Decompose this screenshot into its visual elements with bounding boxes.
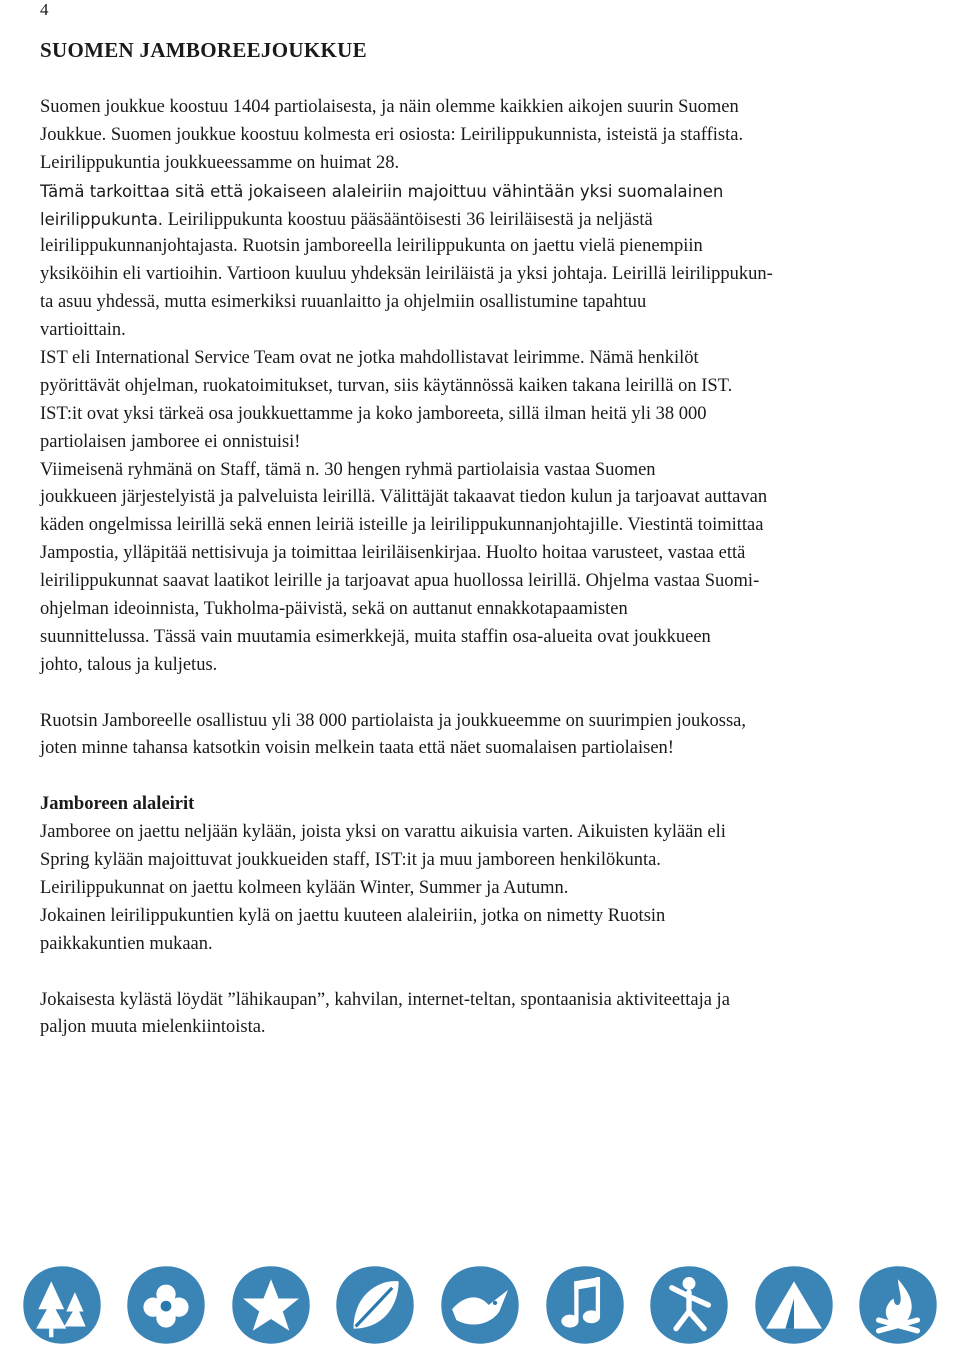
- text-run: paljon muuta mielenkiintoista.: [40, 1017, 266, 1038]
- text-line: [40, 122, 912, 150]
- text-line: [40, 987, 912, 1015]
- page-title: SUOMEN JAMBOREEJOUKKUE: [40, 38, 367, 62]
- text-run: Joukkue. Suomen joukkue koostuu kolmesta eri osiosta: Leirilippukunnista, isteistä ja staffista.: [40, 124, 744, 145]
- page-number: 4: [40, 0, 49, 19]
- text-run: Jampostia, ylläpitää nettisivuja ja toimittaa leiriläisenkirjaa. Huolto hoitaa varusteet, vastaa että: [40, 543, 746, 564]
- text-line: [40, 233, 912, 261]
- text-run: leirilippukunta.: [40, 209, 164, 229]
- blank-line: [40, 763, 912, 791]
- campfire-icon: [855, 1262, 941, 1348]
- text-run: Jamboreen alaleirit: [40, 794, 195, 815]
- text-run: Tämä tarkoittaa sitä että jokaiseen alaleiriin majoittuu vähintään yksi suomalainen: [40, 181, 724, 201]
- text-run: yksiköihin eli vartioihin. Vartioon kuuluu yhdeksän leiriläistä ja yksi johtaja. Leirillä leirilippukun-: [40, 264, 773, 285]
- text-run: Leirilippukunnat on jaettu kolmeen kylään Winter, Summer ja Autumn.: [40, 877, 569, 898]
- body-text: [40, 94, 912, 1042]
- text-line: [40, 596, 912, 624]
- text-run: paikkakuntien mukaan.: [40, 933, 213, 954]
- text-run: Spring kylään majoittuvat joukkueiden staff, IST:it ja muu jamboreen henkilökunta.: [40, 850, 661, 871]
- footer-icon-row: [0, 1262, 960, 1358]
- section-heading: [40, 791, 912, 819]
- text-run: leirilippukunnanjohtajasta. Ruotsin jamboreella leirilippukunta on jaettu vielä pienempiin: [40, 236, 703, 257]
- trees-icon: [19, 1262, 105, 1348]
- leaf-icon: [332, 1262, 418, 1348]
- text-line: [40, 540, 912, 568]
- text-run: leirilippukunnat saavat laatikot leirille ja tarjoavat apua huollossa leirillä. Ohjelma vastaa Suomi-: [40, 571, 760, 592]
- star-icon: [228, 1262, 314, 1348]
- tent-icon: [751, 1262, 837, 1348]
- blank-line: [40, 680, 912, 708]
- text-line: [40, 819, 912, 847]
- dance-icon: [646, 1262, 732, 1348]
- text-line: [40, 652, 912, 680]
- text-line: [40, 903, 912, 931]
- text-line: [40, 94, 912, 122]
- text-line: [40, 178, 912, 206]
- blank-line: [40, 959, 912, 987]
- flower-icon: [123, 1262, 209, 1348]
- text-line: [40, 401, 912, 429]
- text-line: [40, 261, 912, 289]
- text-run: Jokainen leirilippukuntien kylä on jaettu kuuteen alaleiriin, jotka on nimetty Ruotsin: [40, 905, 666, 926]
- text-run: IST eli International Service Team ovat ne jotka mahdollistavat leirimme. Nämä henkilöt: [40, 348, 699, 369]
- text-line: [40, 484, 912, 512]
- text-line: [40, 624, 912, 652]
- text-line: [40, 150, 912, 178]
- text-line: [40, 568, 912, 596]
- text-line: [40, 345, 912, 373]
- text-line: [40, 847, 912, 875]
- text-line: [40, 429, 912, 457]
- text-line: [40, 512, 912, 540]
- text-line: [40, 875, 912, 903]
- text-run: Jokaisesta kylästä löydät ”lähikaupan”, kahvilan, internet-teltan, spontaanisia aktiviteettaja ja: [40, 989, 730, 1010]
- text-run: vartioittain.: [40, 320, 126, 341]
- text-line: [40, 708, 912, 736]
- text-run: Leirilippukunta koostuu pääsääntöisesti 36 leiriläisestä ja neljästä: [163, 209, 653, 230]
- text-run: ta asuu yhdessä, mutta esimerkiksi ruuanlaitto ja ohjelmiin osallistumine tapahtuu: [40, 292, 647, 313]
- text-line: [40, 735, 912, 763]
- text-line: [40, 457, 912, 485]
- text-run: joukkueen järjestelyistä ja palveluista leirillä. Välittäjät takaavat tiedon kulun ja tarjoavat auttavan: [40, 487, 768, 508]
- text-run: IST:it ovat yksi tärkeä osa joukkuettamme ja koko jamboreeta, sillä ilman heitä yli 38 000: [40, 403, 707, 424]
- text-run: Leirilippukuntia joukkueessamme on huimat 28.: [40, 152, 400, 173]
- text-line: [40, 289, 912, 317]
- text-run: johto, talous ja kuljetus.: [40, 654, 218, 675]
- text-run: käden ongelmissa leirillä sekä ennen leiriä isteille ja leirilippukunnanjohtajille. Viestintä toimittaa: [40, 515, 764, 536]
- text-run: Ruotsin Jamboreelle osallistuu yli 38 000 partiolaista ja joukkueemme on suurimpien joukossa,: [40, 710, 746, 731]
- text-run: joten minne tahansa katsotkin voisin melkein taata että näet suomalaisen partiolaisen!: [40, 738, 674, 759]
- text-run: Viimeisenä ryhmänä on Staff, tämä n. 30 hengen ryhmä partiolaisia vastaa Suomen: [40, 459, 656, 480]
- text-line: [40, 1014, 912, 1042]
- text-line: [40, 206, 912, 234]
- text-line: [40, 317, 912, 345]
- text-line: [40, 373, 912, 401]
- text-run: suunnittelussa. Tässä vain muutamia esimerkkejä, muita staffin osa-alueita ovat joukkueen: [40, 626, 711, 647]
- text-run: Suomen joukkue koostuu 1404 partiolaisesta, ja näin olemme kaikkien aikojen suurin Suomen: [40, 97, 739, 117]
- text-run: pyörittävät ohjelman, ruokatoimitukset, turvan, siis käytännössä kaiken takana leirillä on IST.: [40, 375, 733, 396]
- text-run: ohjelman ideoinnista, Tukholma-päivistä, sekä on auttanut ennakkotapaamisten: [40, 599, 628, 620]
- text-run: Jamboree on jaettu neljään kylään, joista yksi on varattu aikuisia varten. Aikuisten kylään eli: [40, 822, 726, 843]
- text-line: [40, 931, 912, 959]
- dove-icon: [437, 1262, 523, 1348]
- text-run: partiolaisen jamboree ei onnistuisi!: [40, 431, 301, 452]
- music-note-icon: [542, 1262, 628, 1348]
